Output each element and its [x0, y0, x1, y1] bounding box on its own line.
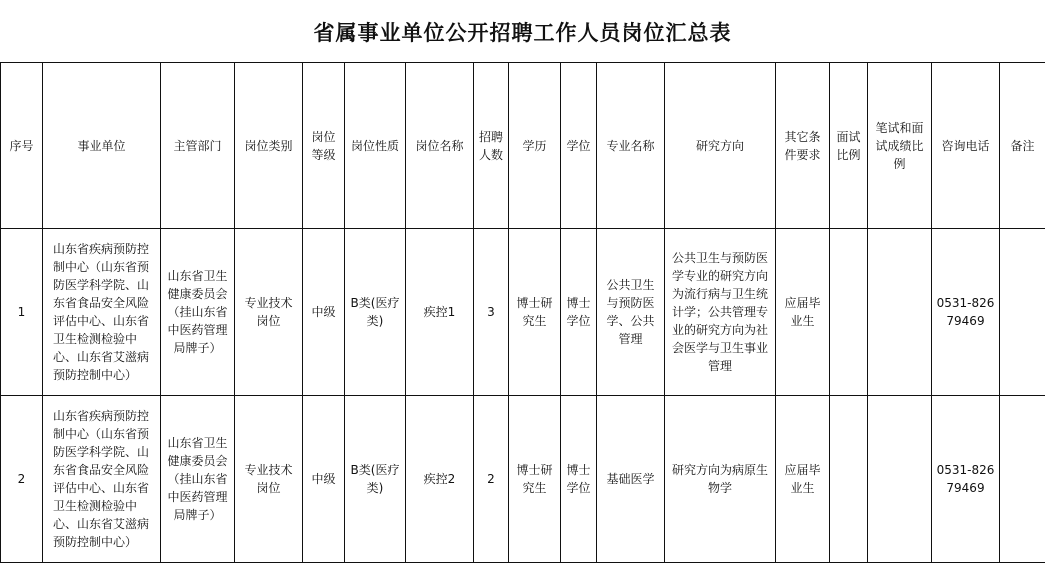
header-unit: 事业单位: [43, 63, 161, 229]
cell-post-nature: B类(医疗类): [345, 396, 406, 563]
cell-unit: 山东省疾病预防控制中心（山东省预防医学科学院、山东省食品安全风险评估中心、山东省卫生检测检验中心、山东省艾滋病预防控制中心）: [43, 396, 161, 563]
header-post-category: 岗位类别: [235, 63, 303, 229]
header-interview-ratio: 面试比例: [830, 63, 868, 229]
cell-score-ratio: [868, 229, 932, 396]
cell-score-ratio: [868, 396, 932, 563]
cell-other-requirements: 应届毕业生: [776, 396, 830, 563]
cell-headcount: 3: [474, 229, 509, 396]
table-row: [1, 396, 1045, 563]
recruitment-table: [0, 62, 1045, 563]
cell-post-level: 中级: [303, 396, 345, 563]
table-row: [1, 229, 1045, 396]
header-post-nature: 岗位性质: [345, 63, 406, 229]
header-phone: 咨询电话: [932, 63, 1000, 229]
cell-post-level: 中级: [303, 229, 345, 396]
cell-post-category: 专业技术岗位: [235, 229, 303, 396]
header-score-ratio: 笔试和面试成绩比例: [868, 63, 932, 229]
cell-degree: 博士学位: [561, 396, 597, 563]
header-research-direction: 研究方向: [665, 63, 776, 229]
table-header-row: [1, 63, 1045, 229]
cell-research-direction: 研究方向为病原生物学: [665, 396, 776, 563]
header-remarks: 备注: [1000, 63, 1045, 229]
page-title: 省属事业单位公开招聘工作人员岗位汇总表: [313, 20, 732, 45]
cell-seq: 1: [1, 229, 43, 396]
cell-interview-ratio: [830, 396, 868, 563]
cell-interview-ratio: [830, 229, 868, 396]
header-post-level: 岗位等级: [303, 63, 345, 229]
cell-major: 基础医学: [597, 396, 665, 563]
header-education: 学历: [509, 63, 561, 229]
cell-seq: 2: [1, 396, 43, 563]
header-headcount: 招聘人数: [474, 63, 509, 229]
cell-other-requirements: 应届毕业生: [776, 229, 830, 396]
cell-unit: 山东省疾病预防控制中心（山东省预防医学科学院、山东省食品安全风险评估中心、山东省卫生检测检验中心、山东省艾滋病预防控制中心）: [43, 229, 161, 396]
cell-research-direction: 公共卫生与预防医学专业的研究方向为流行病与卫生统计学；公共管理专业的研究方向为社会医学与卫生事业管理: [665, 229, 776, 396]
cell-headcount: 2: [474, 396, 509, 563]
cell-phone: 0531-82679469: [932, 396, 1000, 563]
header-other-requirements: 其它条件要求: [776, 63, 830, 229]
header-major: 专业名称: [597, 63, 665, 229]
cell-remarks: [1000, 396, 1045, 563]
cell-post-category: 专业技术岗位: [235, 396, 303, 563]
cell-post-name: 疾控2: [406, 396, 474, 563]
header-post-name: 岗位名称: [406, 63, 474, 229]
cell-department: 山东省卫生健康委员会（挂山东省中医药管理局牌子）: [161, 229, 235, 396]
cell-degree: 博士学位: [561, 229, 597, 396]
header-seq: 序号: [1, 63, 43, 229]
cell-education: 博士研究生: [509, 229, 561, 396]
header-degree: 学位: [561, 63, 597, 229]
cell-post-nature: B类(医疗类): [345, 229, 406, 396]
cell-phone: 0531-82679469: [932, 229, 1000, 396]
cell-education: 博士研究生: [509, 396, 561, 563]
header-department: 主管部门: [161, 63, 235, 229]
cell-remarks: [1000, 229, 1045, 396]
cell-major: 公共卫生与预防医学、公共管理: [597, 229, 665, 396]
cell-department: 山东省卫生健康委员会（挂山东省中医药管理局牌子）: [161, 396, 235, 563]
cell-post-name: 疾控1: [406, 229, 474, 396]
